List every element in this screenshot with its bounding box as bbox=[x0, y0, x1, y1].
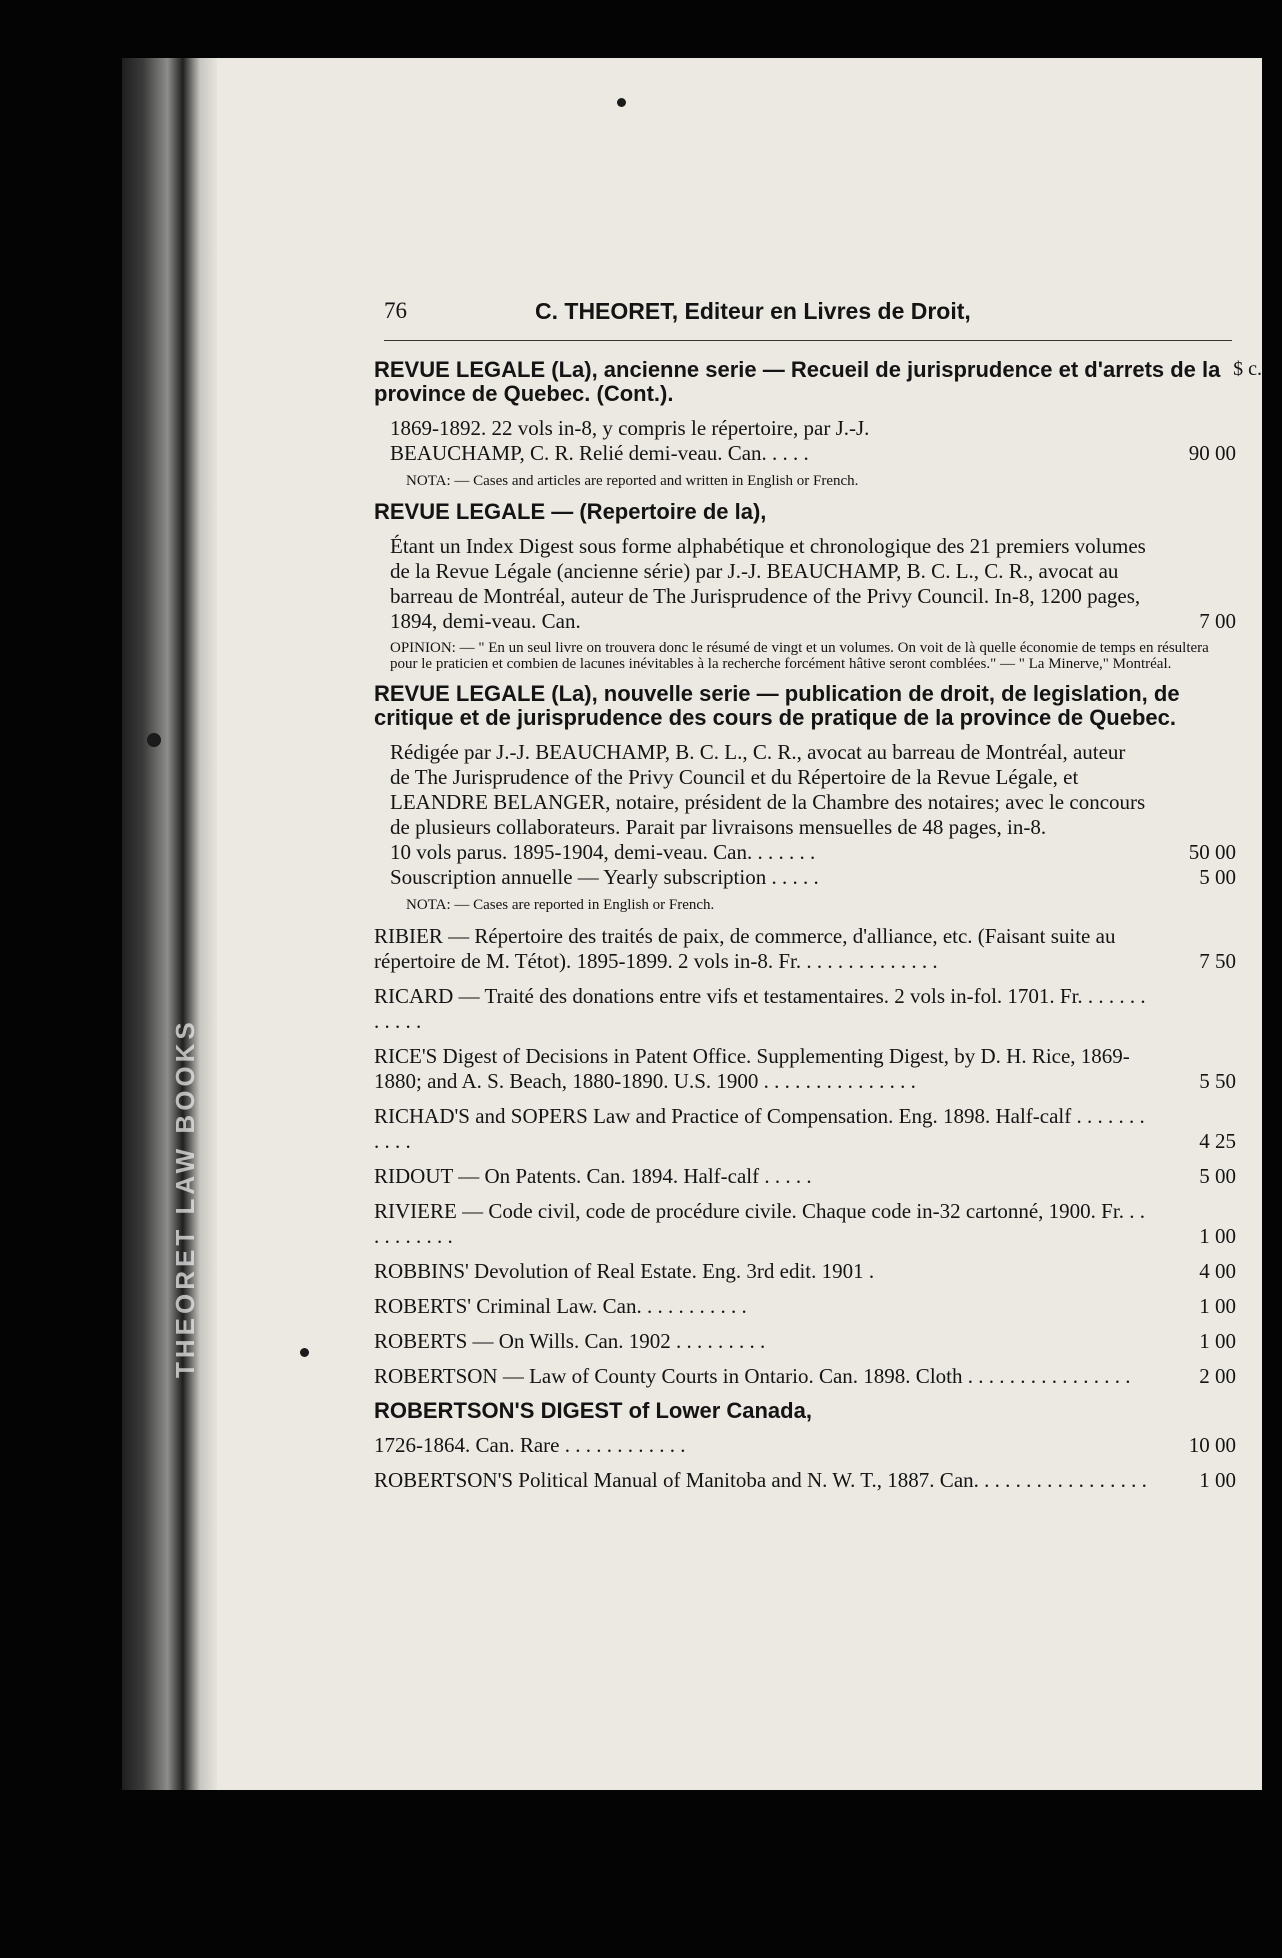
entry-line bbox=[390, 865, 1234, 890]
line-text: 1869-1892. 22 vols in-8, y compris le répertoire, par J.-J. bbox=[390, 416, 870, 440]
line-text: 10 vols parus. 1895-1904, demi-veau. Can. . . . . . . bbox=[390, 840, 816, 864]
ink-spot bbox=[300, 1348, 309, 1357]
price: 10 00 bbox=[1188, 1433, 1236, 1457]
entry-roberts-criminal bbox=[374, 1294, 1234, 1319]
price: 7 00 bbox=[1199, 609, 1236, 633]
line-text: RICARD — Traité des donations entre vifs et testamentaires. 2 vols in-fol. 1701. Fr. . . . . . . . . . . . bbox=[374, 984, 1146, 1033]
entry-ricard bbox=[374, 984, 1234, 1034]
line-text: 1726-1864. Can. Rare . . . . . . . . . . . . bbox=[374, 1433, 686, 1457]
entry-title: REVUE LEGALE — (Repertoire de la), bbox=[374, 499, 767, 524]
line-text: ROBERTS' Criminal Law. Can. . . . . . . . . . . bbox=[374, 1294, 747, 1318]
price: 5 00 bbox=[1199, 1164, 1236, 1188]
line-text: RICHAD'S and SOPERS Law and Practice of Compensation. Eng. 1898. Half-calf . . . . . . . . . . . bbox=[374, 1104, 1145, 1153]
binding-label: THEORET LAW BOOKS bbox=[170, 1018, 200, 1378]
entry-line bbox=[390, 840, 1234, 865]
entry-title: ROBERTSON'S DIGEST of Lower Canada, bbox=[374, 1398, 812, 1423]
price: 1 00 bbox=[1199, 1224, 1236, 1248]
entry-line bbox=[374, 1104, 1234, 1154]
entry-line bbox=[374, 1364, 1234, 1389]
scanned-page bbox=[122, 58, 1262, 1790]
running-head: C. THEORET, Editeur en Livres de Droit, bbox=[535, 298, 971, 324]
price: 7 50 bbox=[1199, 949, 1236, 973]
ink-spot bbox=[617, 98, 626, 107]
entry-rices-digest bbox=[374, 1044, 1234, 1094]
line-text: Rédigée par J.-J. BEAUCHAMP, B. C. L., C. R., avocat au barreau de Montréal, auteur de The Jurisprudence of the Privy Council et du Répertoire de la Revue Légale, et LEANDRE BELANGER, notaire, président de la Chambre des notaires; avec le concours de plusieurs collaborateurs. Parait par livraisons mensuelles de 48 pages, in-8. bbox=[390, 740, 1146, 839]
entry-title: REVUE LEGALE (La), ancienne serie — Recueil de jurisprudence et d'arrets de la province de Quebec. (Cont.). bbox=[374, 357, 1221, 406]
entry-line bbox=[390, 740, 1234, 840]
entry-line bbox=[374, 984, 1234, 1034]
price: 1 00 bbox=[1199, 1329, 1236, 1353]
catalogue-entries bbox=[374, 357, 1262, 1503]
entry-revue-legale-nouvelle bbox=[374, 682, 1234, 730]
page-binding bbox=[122, 58, 217, 1790]
entry-note: NOTA: — Cases and articles are reported and written in English or French. bbox=[406, 473, 859, 489]
entry-robertsons-digest bbox=[374, 1399, 1234, 1423]
entry-lines bbox=[374, 1433, 1234, 1458]
price: 1 00 bbox=[1199, 1294, 1236, 1318]
line-text: ROBERTSON — Law of County Courts in Ontario. Can. 1898. Cloth . . . . . . . . . . . . . . . . bbox=[374, 1364, 1131, 1388]
entry-lines bbox=[374, 740, 1234, 914]
line-text: ROBERTS — On Wills. Can. 1902 . . . . . . . . . bbox=[374, 1329, 766, 1353]
entry-line bbox=[374, 1044, 1234, 1094]
entry-robertson-county bbox=[374, 1364, 1234, 1389]
entry-line bbox=[374, 1294, 1234, 1319]
entry-line bbox=[374, 1468, 1234, 1493]
entry-opinion: OPINION: — " En un seul livre on trouvera donc le résumé de vingt et un volumes. On voit de là quelle économie de temps en résultera pour le praticien et combien de lacunes inévitables à la recherche forcément hâtive seront comblées." — " La Minerve," Montréal. bbox=[390, 640, 1209, 672]
currency-head: $ c. bbox=[1233, 358, 1262, 380]
entry-line bbox=[390, 534, 1234, 634]
entry-note: NOTA: — Cases are reported in English or French. bbox=[406, 897, 715, 913]
entry-roberts-wills bbox=[374, 1329, 1234, 1354]
line-text: RICE'S Digest of Decisions in Patent Office. Supplementing Digest, by D. H. Rice, 1869-1880; and A. S. Beach, 1880-1890. U.S. 1900 . . . . . . . . . . . . . . . bbox=[374, 1044, 1130, 1093]
price: 2 00 bbox=[1199, 1364, 1236, 1388]
entry-riviere bbox=[374, 1199, 1234, 1249]
line-text: Souscription annuelle — Yearly subscription . . . . . bbox=[390, 865, 819, 889]
entry-line bbox=[374, 1199, 1234, 1249]
entry-line bbox=[390, 416, 1234, 441]
price: 5 00 bbox=[1199, 865, 1236, 889]
line-text: RIVIERE — Code civil, code de procédure civile. Chaque code in-32 cartonné, 1900. Fr. . . . . . . . . . . bbox=[374, 1199, 1145, 1248]
entry-line bbox=[374, 1329, 1234, 1354]
price: 4 25 bbox=[1199, 1129, 1236, 1153]
entry-line bbox=[374, 1433, 1234, 1458]
line-text: Étant un Index Digest sous forme alphabétique et chronologique des 21 premiers volumes de la Revue Légale (ancienne série) par J.-J. BEAUCHAMP, B. C. L., C. R., avocat au barreau de Montréal, auteur de The Jurisprudence of the Privy Council. In-8, 1200 pages, 1894, demi-veau. Can. bbox=[390, 534, 1146, 633]
price: 4 00 bbox=[1199, 1259, 1236, 1283]
price: 50 00 bbox=[1188, 840, 1236, 864]
entry-line bbox=[374, 1259, 1234, 1284]
entry-lines bbox=[374, 534, 1234, 672]
page-number: 76 bbox=[384, 298, 407, 323]
price: 5 50 bbox=[1199, 1069, 1236, 1093]
entry-lines bbox=[374, 416, 1234, 490]
price: 90 00 bbox=[1188, 441, 1236, 465]
line-text: ROBBINS' Devolution of Real Estate. Eng. 3rd edit. 1901 . bbox=[374, 1259, 875, 1283]
ink-spot bbox=[147, 733, 161, 747]
entry-line bbox=[390, 441, 1234, 466]
entry-revue-legale-ancienne bbox=[374, 358, 1234, 406]
line-text: ROBERTSON'S Political Manual of Manitoba and N. W. T., 1887. Can. . . . . . . . . . . . . . . . . bbox=[374, 1468, 1147, 1492]
entry-ribier bbox=[374, 924, 1234, 974]
entry-title: REVUE LEGALE (La), nouvelle serie — publication de droit, de legislation, de critique et de jurisprudence des cours de pratique de la province de Quebec. bbox=[374, 681, 1180, 730]
page-header bbox=[384, 298, 1232, 341]
entry-ridout bbox=[374, 1164, 1234, 1189]
entry-robertsons-political bbox=[374, 1468, 1234, 1493]
price: 1 00 bbox=[1199, 1468, 1236, 1492]
entry-line bbox=[374, 924, 1234, 974]
entry-revue-legale-repertoire bbox=[374, 500, 1234, 524]
entry-richads-sopers bbox=[374, 1104, 1234, 1154]
entry-line bbox=[374, 1164, 1234, 1189]
entry-robbins bbox=[374, 1259, 1234, 1284]
line-text: BEAUCHAMP, C. R. Relié demi-veau. Can. . . . . bbox=[390, 441, 809, 465]
line-text: RIDOUT — On Patents. Can. 1894. Half-calf . . . . . bbox=[374, 1164, 812, 1188]
line-text: RIBIER — Répertoire des traités de paix, de commerce, d'alliance, etc. (Faisant suite au répertoire de M. Tétot). 1895-1899. 2 vols in-8. Fr. . . . . . . . . . . . . . bbox=[374, 924, 1116, 973]
